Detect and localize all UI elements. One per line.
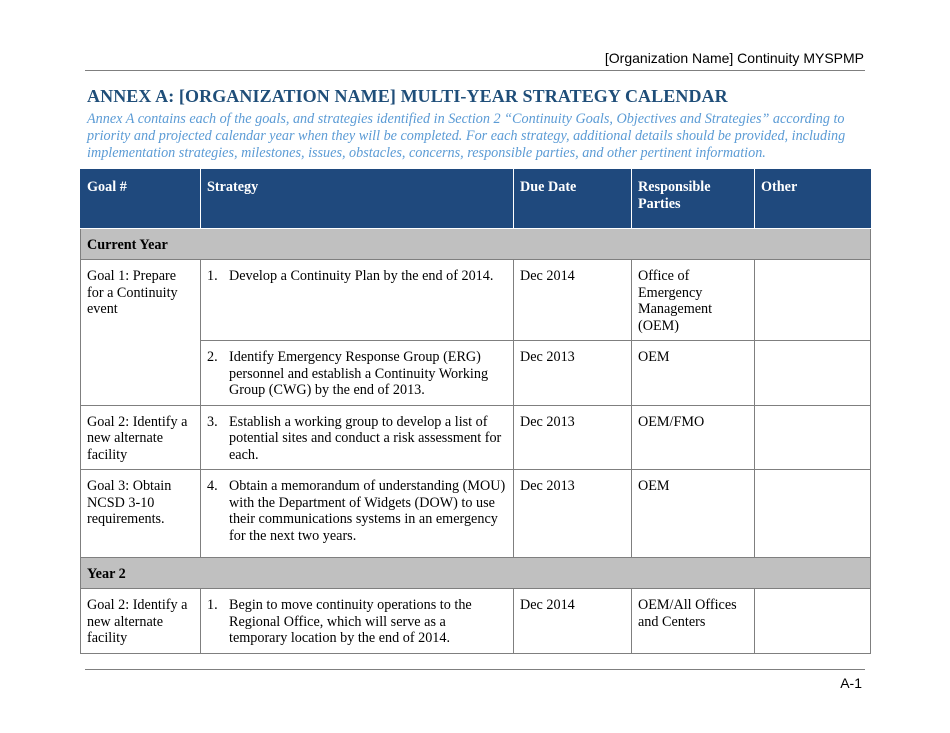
goal-cell: Goal 1: Prepare for a Continuity event [81, 260, 201, 406]
document-header-title: [Organization Name] Continuity MYSPMP [604, 50, 864, 66]
responsible-cell: OEM/FMO [632, 405, 755, 470]
strategy-number: 4. [207, 478, 218, 494]
strategy-cell [201, 341, 514, 406]
header-responsible-parties: Responsible Parties [632, 170, 755, 229]
responsible-cell: OEM/All Offices and Centers [632, 589, 755, 654]
table-row [81, 470, 871, 558]
other-cell [755, 589, 871, 654]
goal-cell: Goal 2: Identify a new alternate facility [81, 589, 201, 654]
header-due-date: Due Date [514, 170, 632, 229]
section-label: Year 2 [81, 558, 871, 589]
annex-intro: Annex A contains each of the goals, and strategies identified in Section 2 “Continuity Goals, Objectives and Strategies” according to priority and projected calendar year when they will be completed. For each strategy, additional details should be provided, including implementation strategies, milestones, issues, obstacles, concerns, responsible parties, and other pertinent information. [87, 111, 846, 161]
strategy-number: 3. [207, 413, 218, 430]
other-cell [755, 405, 871, 470]
strategy-number: 1. [207, 268, 218, 284]
table-row [81, 589, 871, 654]
due-date-cell: Dec 2014 [514, 260, 632, 341]
other-cell [755, 470, 871, 558]
header-other: Other [755, 170, 871, 229]
footer-divider [85, 669, 865, 670]
header-strategy: Strategy [201, 170, 514, 229]
strategy-cell [201, 589, 514, 654]
page-number: A-1 [840, 675, 862, 691]
strategy-cell [201, 470, 514, 558]
responsible-cell: OEM [632, 470, 755, 558]
other-cell [755, 341, 871, 406]
responsible-cell: Office of Emergency Management (OEM) [632, 260, 755, 341]
strategy-cell [201, 260, 514, 341]
goal-cell: Goal 2: Identify a new alternate facility [81, 405, 201, 470]
due-date-cell: Dec 2014 [514, 589, 632, 654]
strategy-calendar-table [80, 169, 871, 654]
other-cell [755, 260, 871, 341]
section-row-current-year [81, 229, 871, 260]
due-date-cell: Dec 2013 [514, 341, 632, 406]
strategy-text: Begin to move continuity operations to the Regional Office, which will serve as a temporary location by the end of 2014. [229, 597, 472, 646]
table-header-row [81, 170, 871, 229]
strategy-text: Identify Emergency Response Group (ERG) personnel and establish a Continuity Working Group (CWG) by the end of 2013. [229, 349, 489, 398]
strategy-text: Establish a working group to develop a list of potential sites and conduct a risk assessment for each. [229, 413, 502, 463]
responsible-cell: OEM [632, 341, 755, 406]
table-row [81, 260, 871, 341]
header-divider [85, 70, 865, 71]
strategy-number: 1. [207, 597, 218, 613]
due-date-cell: Dec 2013 [514, 405, 632, 470]
due-date-cell: Dec 2013 [514, 470, 632, 558]
table-row [81, 405, 871, 470]
strategy-text: Develop a Continuity Plan by the end of 2014. [229, 268, 494, 284]
strategy-cell [201, 405, 514, 470]
section-row-year-2 [81, 558, 871, 589]
annex-title: ANNEX A: [ORGANIZATION NAME] MULTI-YEAR STRATEGY CALENDAR [87, 86, 728, 106]
section-label: Current Year [81, 229, 871, 260]
goal-cell: Goal 3: Obtain NCSD 3-10 requirements. [81, 470, 201, 558]
header-goal: Goal # [81, 170, 201, 229]
strategy-text: Obtain a memorandum of understanding (MOU) with the Department of Widgets (DOW) to use their communications systems in an emergency for the next two years. [229, 478, 506, 544]
strategy-number: 2. [207, 349, 218, 365]
